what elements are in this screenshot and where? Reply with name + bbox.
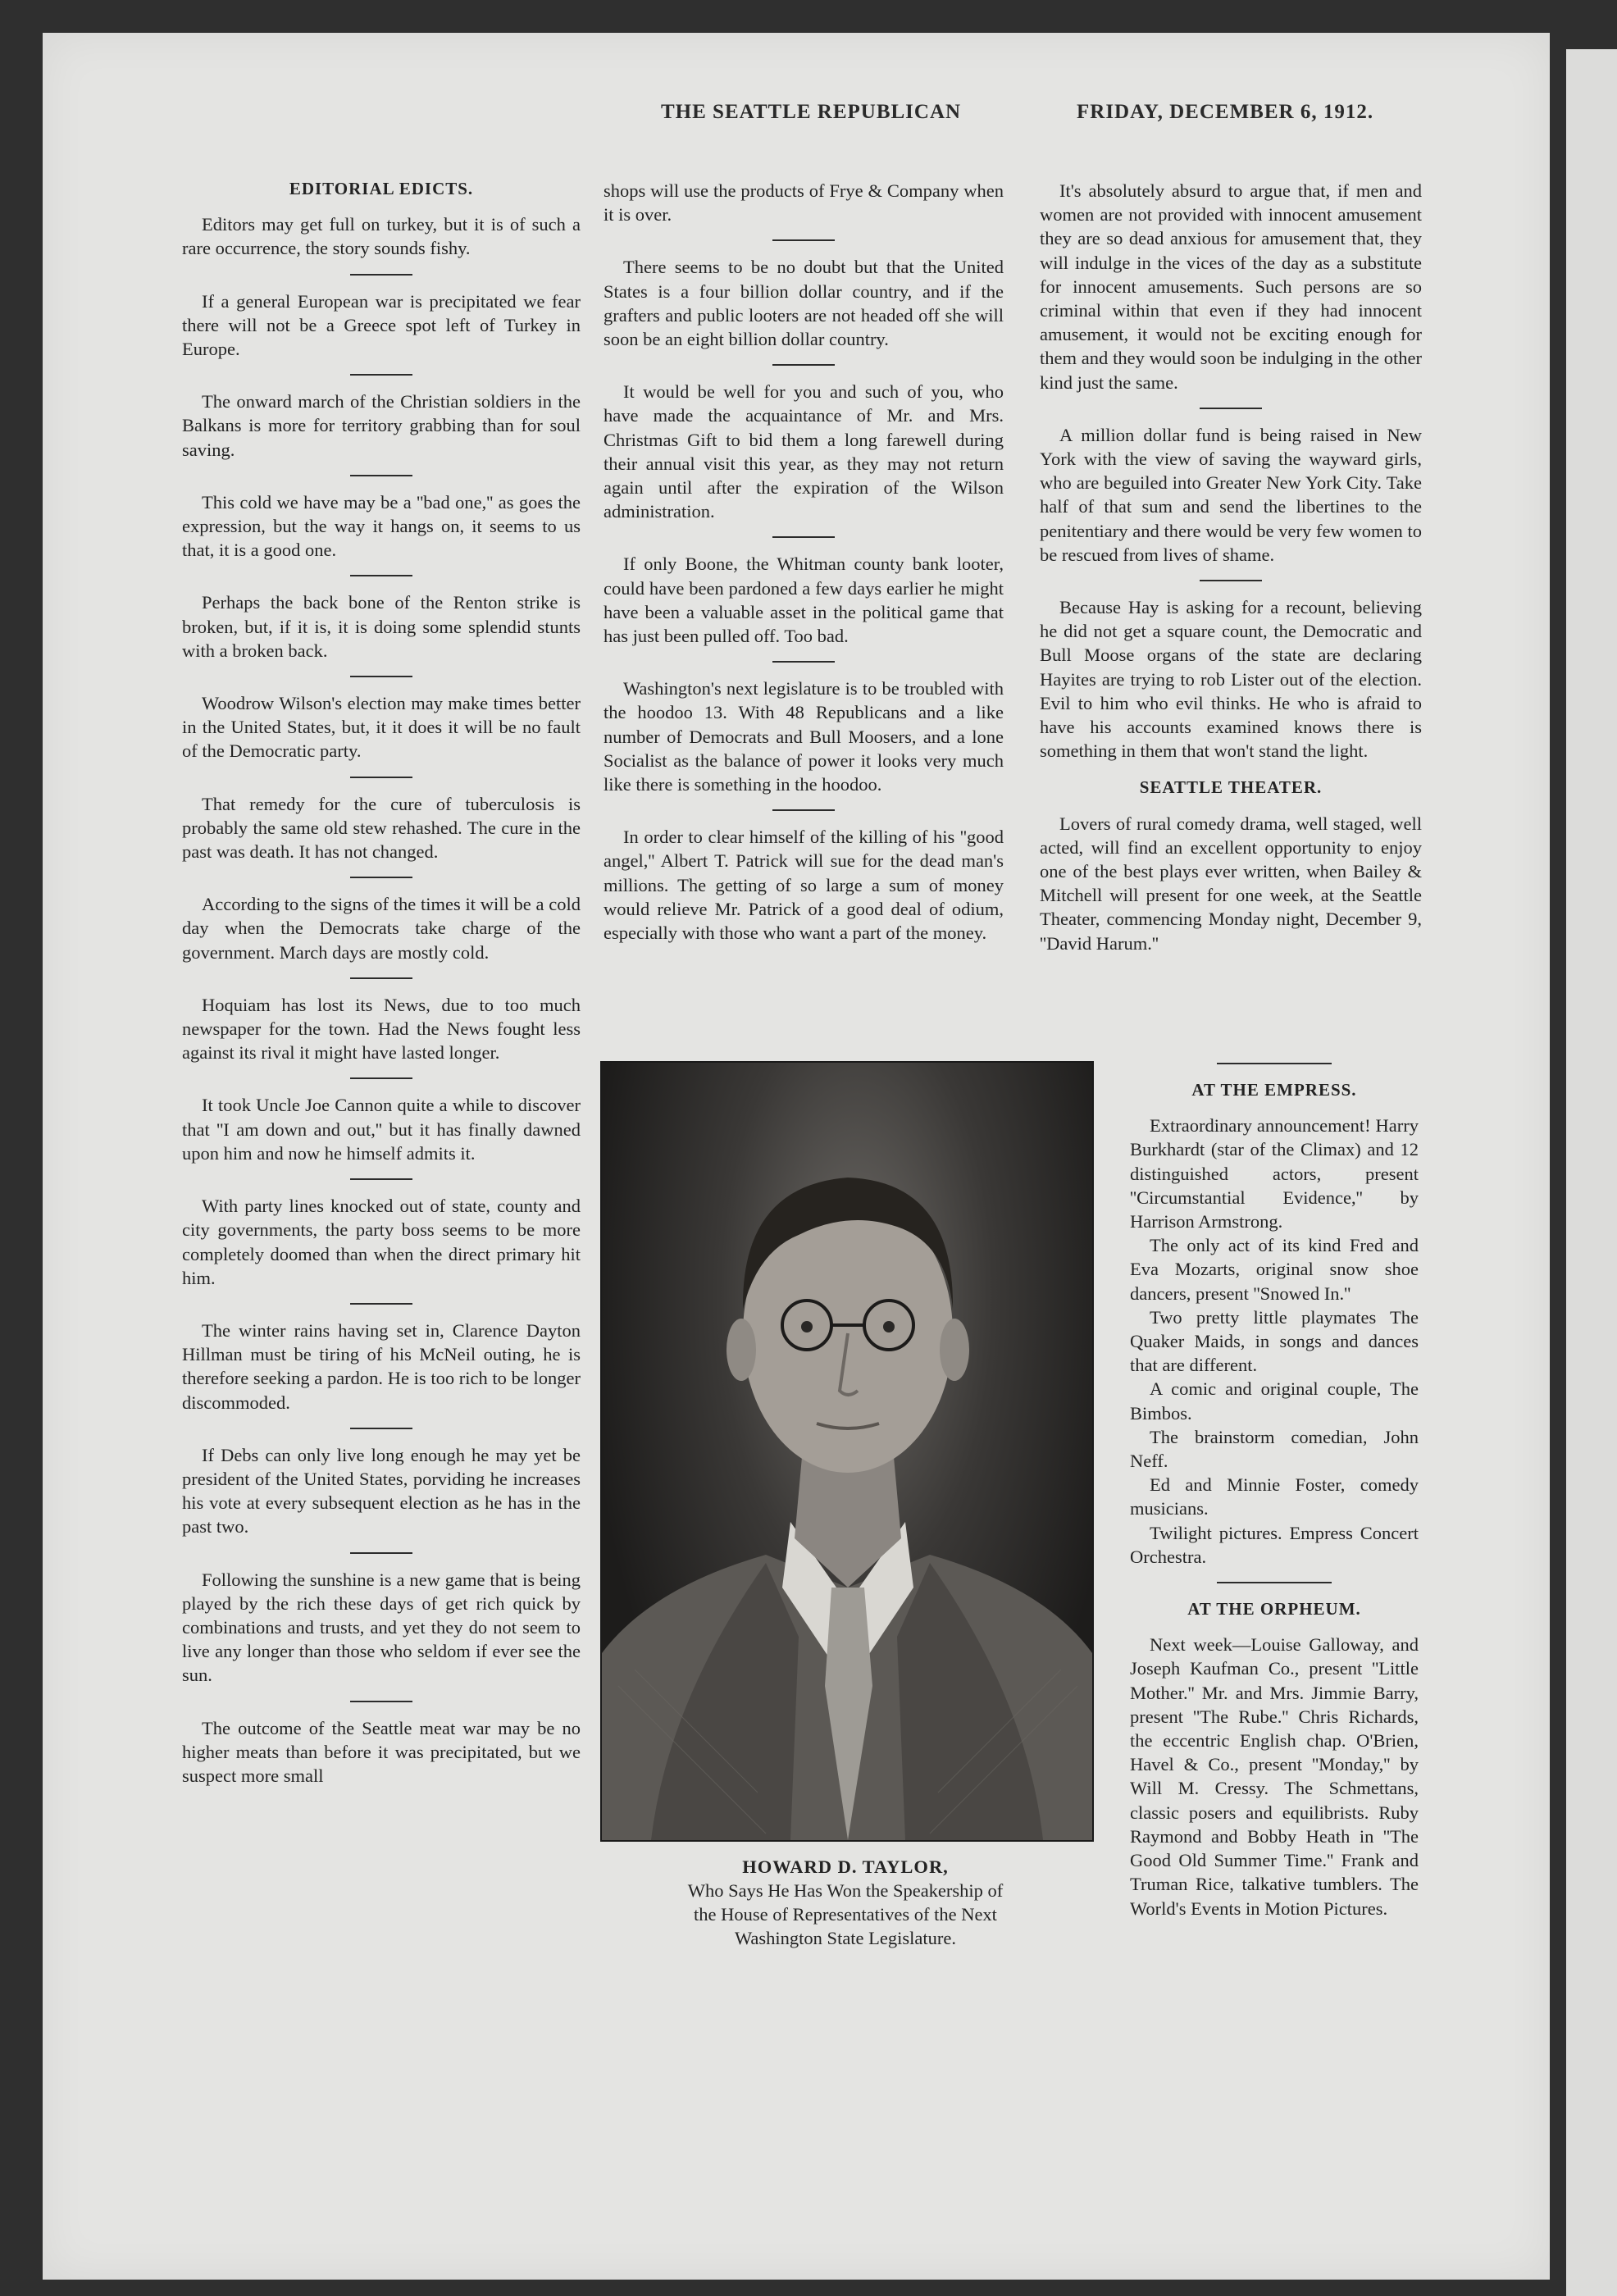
divider xyxy=(350,1303,412,1305)
column-middle xyxy=(604,179,1004,945)
section-heading-editorial-edicts: EDITORIAL EDICTS. xyxy=(289,179,474,198)
divider xyxy=(350,977,412,979)
section-heading-empress: AT THE EMPRESS. xyxy=(1191,1080,1357,1100)
divider xyxy=(350,1552,412,1554)
portrait-photo xyxy=(600,1061,1094,1842)
paragraph: Perhaps the back bone of the Renton strike is broken, but, if it is, it is doing some splendid stunts with a broken back. xyxy=(182,592,581,661)
paragraph: shops will use the products of Frye & Company when it is over. xyxy=(604,180,1004,226)
divider xyxy=(772,809,835,811)
divider xyxy=(1200,580,1262,581)
divider xyxy=(350,1077,412,1079)
paragraph: There seems to be no doubt but that the United States is a four billion dollar country, and if the grafters and public looters are not headed off she will soon be an eight billion dollar country. xyxy=(604,257,1004,350)
divider xyxy=(350,374,412,376)
divider xyxy=(350,1428,412,1429)
listing-item: Extraordinary announcement! Harry Burkhardt (star of the Climax) and 12 distinguished actors, present ''Circumstantial Evidence,'' by Harrison Armstrong. xyxy=(1130,1115,1419,1232)
divider xyxy=(772,364,835,366)
paragraph: According to the signs of the times it will be a cold day when the Democrats take charge of the government. March days are mostly cold. xyxy=(182,894,581,963)
paragraph: This cold we have may be a ''bad one,'' as goes the expression, but the way it hangs on, it seems to us that, it is a good one. xyxy=(182,491,581,561)
divider xyxy=(350,877,412,878)
paragraph: If a general European war is precipitated we fear there will not be a Greece spot left of Turkey in Europe. xyxy=(182,290,581,360)
listing-item: The brainstorm comedian, John Neff. xyxy=(1130,1426,1419,1472)
divider xyxy=(350,676,412,677)
paragraph: Editors may get full on turkey, but it is of such a rare occurrence, the story sounds fishy. xyxy=(182,214,581,259)
divider xyxy=(350,274,412,276)
paragraph: The winter rains having set in, Clarence Dayton Hillman must be tiring of his McNeil outing, he is therefore seeking a pardon. He is too rich to be longer discommoded. xyxy=(182,1319,581,1413)
paragraph: The onward march of the Christian soldiers in the Balkans is more for territory grabbing than for soul saving. xyxy=(182,391,581,460)
paragraph: It took Uncle Joe Cannon quite a while to discover that ''I am down and out,'' but it has finally dawned upon him and now he himself admits it. xyxy=(182,1095,581,1164)
column-editorial-edicts xyxy=(182,177,581,1788)
paragraph: If only Boone, the Whitman county bank looter, could have been pardoned a few days earlier he might have been a valuable asset in the political game that has just been pulled off. Too bad. xyxy=(604,554,1004,647)
paragraph: Because Hay is asking for a recount, believing he did not get a square count, the Democratic and Bull Moose organs of the state are declaring Hayites are trying to rob Lister out of the election. Evil to him who evil thinks. He who is afraid to have his accounts examined knows there is something in them that won't stand the light. xyxy=(1040,597,1422,762)
divider xyxy=(772,661,835,663)
listing-item: Twilight pictures. Empress Concert Orchestra. xyxy=(1130,1522,1419,1567)
paragraph: That remedy for the cure of tuberculosis is probably the same old stew rehashed. The cure in the past was death. It has not changed. xyxy=(182,793,581,863)
photo-caption xyxy=(600,1855,1091,1950)
divider xyxy=(1217,1063,1332,1064)
caption-line: Who Says He Has Won the Speakership of xyxy=(687,1880,1004,1901)
listing-item: Two pretty little playmates The Quaker Maids, in songs and dances that are different. xyxy=(1130,1306,1419,1376)
paragraph: It's absolutely absurd to argue that, if men and women are not provided with innocent amusement they are so dead anxious for amusement that, they will indulge in the vices of the day as a substitute for innocent amusements. Such persons are so criminal within that even if they had innocent amusement, it would not be exciting enough for them and they would soon be indulging in the other kind just the same. xyxy=(1040,180,1422,393)
masthead-date: FRIDAY, DECEMBER 6, 1912. xyxy=(1077,101,1374,123)
paragraph: Woodrow Wilson's election may make times better in the United States, but, it it does it will be no fault of the Democratic party. xyxy=(182,693,581,762)
paragraph: Washington's next legislature is to be troubled with the hoodoo 13. With 48 Republicans and a like number of Democrats and Bull Moosers, and a lone Socialist as the balance of power it looks very much like there is something in the hoodoo. xyxy=(604,678,1004,795)
column-right xyxy=(1040,179,1422,955)
paragraph: Lovers of rural comedy drama, well staged, well acted, will find an excellent opportunity to enjoy one of the best plays ever written, when Bailey & Mitchell will present for one week, at the Seattle Theater, commencing Monday night, December 9, ''David Harum.'' xyxy=(1040,813,1422,954)
paragraph: It would be well for you and such of you, who have made the acquaintance of Mr. and Mrs. Christmas Gift to bid them a long farewell during their annual visit this year, as they may not return again until after the expiration of the Wilson administration. xyxy=(604,381,1004,522)
paragraph: Hoquiam has lost its News, due to too much newspaper for the town. Had the News fought less against its rival it might have lasted longer. xyxy=(182,994,581,1064)
caption-line: the House of Representatives of the Next xyxy=(694,1904,997,1925)
divider xyxy=(350,1178,412,1180)
caption-line: Washington State Legislature. xyxy=(735,1928,956,1948)
divider xyxy=(350,575,412,576)
portrait-illustration xyxy=(602,1063,1092,1840)
paragraph: The outcome of the Seattle meat war may be no higher meats than before it was precipitated, but we suspect more small xyxy=(182,1717,581,1786)
paragraph: With party lines knocked out of state, county and city governments, the party boss seems to be more completely doomed than when the direct primary hit him. xyxy=(182,1196,581,1288)
listing-item: Ed and Minnie Foster, comedy musicians. xyxy=(1130,1474,1419,1519)
column-right-listings xyxy=(1130,1050,1419,1920)
paragraph: Following the sunshine is a new game that is being played by the rich these days of get rich quick by combinations and trusts, and yet they do not seem to live any longer than those who seldom if ever see the sun. xyxy=(182,1569,581,1686)
divider xyxy=(772,239,835,241)
masthead-title: THE SEATTLE REPUBLICAN xyxy=(661,101,962,123)
divider xyxy=(1217,1582,1332,1583)
section-heading-orpheum: AT THE ORPHEUM. xyxy=(1187,1599,1361,1620)
adjacent-page-edge xyxy=(1566,49,1617,2296)
section-heading-seattle-theater: SEATTLE THEATER. xyxy=(1139,777,1323,798)
divider xyxy=(350,475,412,476)
caption-name: HOWARD D. TAYLOR, xyxy=(742,1856,949,1877)
paragraph: A million dollar fund is being raised in New York with the view of saving the wayward girls, who are beguiled into Greater New York City. Take half of that sum and send the libertines to the penitentiary and there would be very few women to be rescued from lives of shame. xyxy=(1040,424,1422,565)
listing-item: A comic and original couple, The Bimbos. xyxy=(1130,1378,1419,1424)
listing-item: The only act of its kind Fred and Eva Mozarts, original snow shoe dancers, present ''Snowed In.'' xyxy=(1130,1235,1419,1304)
paragraph: In order to clear himself of the killing of his ''good angel,'' Albert T. Patrick will sue for the dead man's millions. The getting of so large a sum of money would relieve Mr. Patrick of a good deal of odium, especially with those who want a part of the money. xyxy=(604,827,1004,944)
divider xyxy=(1200,408,1262,409)
divider xyxy=(772,536,835,538)
paragraph: Next week—Louise Galloway, and Joseph Kaufman Co., present ''Little Mother.'' Mr. and Mrs. Jimmie Barry, present ''The Rube.'' Chris Richards, the eccentric English chap. O'Brien, Havel & Co., present ''Monday,'' by Will M. Cressy. The Schmettans, classic posers and equilibrists. Ruby Raymond and Bobby Heath in ''The Good Old Summer Time.'' Frank and Truman Rice, talkative tumblers. The World's Events in Motion Pictures. xyxy=(1130,1634,1419,1919)
divider xyxy=(350,777,412,778)
divider xyxy=(350,1701,412,1702)
paragraph: If Debs can only live long enough he may yet be president of the United States, porviding he increases his vote at every subsequent election as he has in the past two. xyxy=(182,1444,581,1538)
